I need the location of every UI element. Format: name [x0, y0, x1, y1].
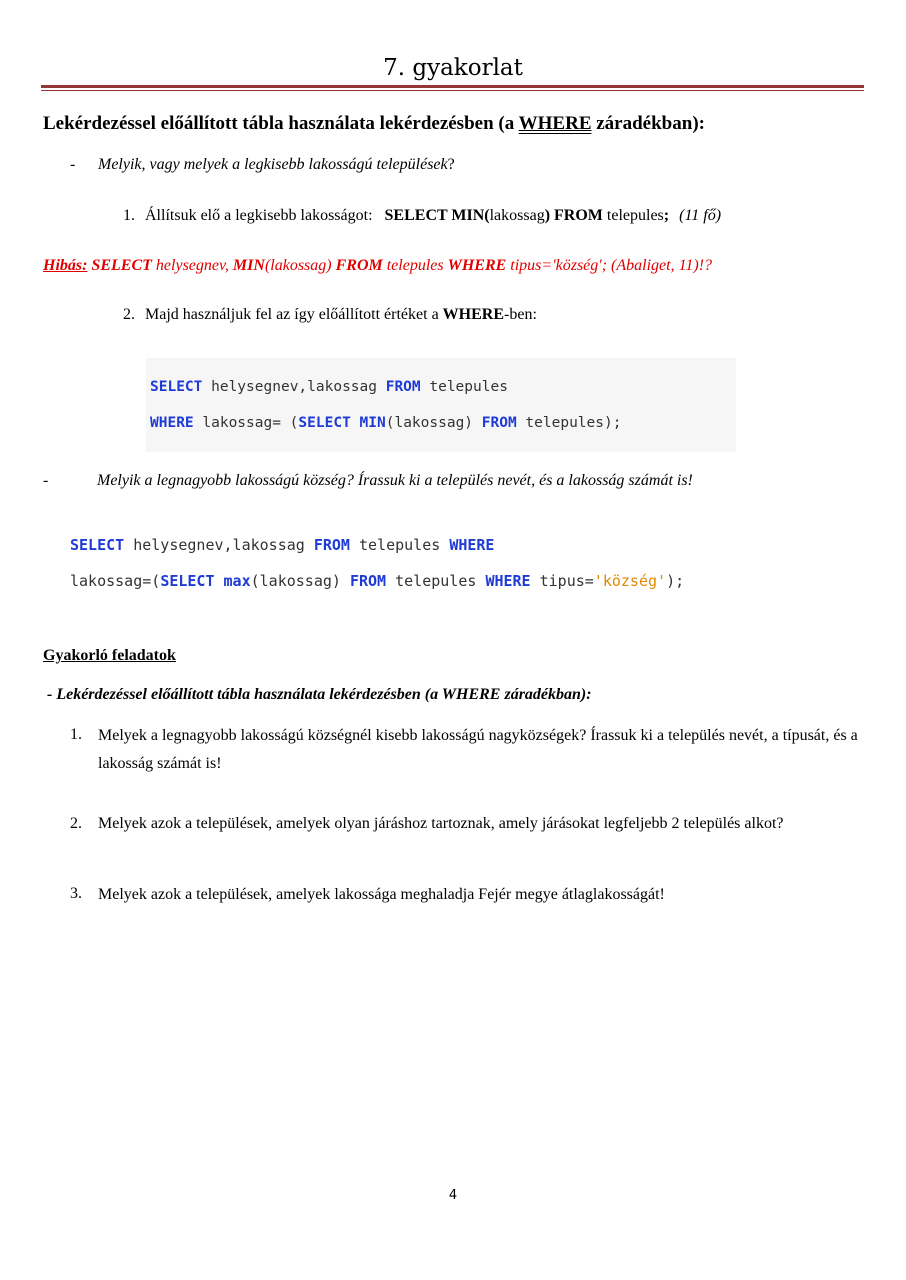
wrong-part-4: tipus='község'; (Abaliget, 11)!? [506, 257, 713, 274]
heading-post: záradékban): [591, 113, 705, 134]
question-2-text: Melyik a legnagyobb lakosságú község? Írassuk ki a település nevét, és a lakosság számát is! [97, 472, 693, 489]
question-1-text: Melyik, vagy melyek a legkisebb lakosságú települések? [98, 156, 455, 173]
wrong-example [43, 257, 712, 275]
step-1-number: 1. [123, 207, 135, 224]
code-2-line-1: SELECT helysegnev,lakossag FROM telepules WHERE [70, 536, 495, 554]
wrong-part-1: helysegnev, [151, 257, 233, 274]
step-1-sql-arg: lakossag [489, 207, 545, 224]
heading-keyword: WHERE [518, 113, 592, 134]
wrong-part-2: (lakossag) [264, 257, 336, 274]
wrong-kw-from: FROM [335, 257, 383, 274]
wrong-part-3: telepules [382, 257, 448, 274]
step-2-text-post: -ben: [504, 306, 537, 323]
step-2-number: 2. [123, 306, 135, 323]
code-1-line-1: SELECT helysegnev,lakossag FROM telepules [150, 379, 508, 395]
task-3-number: 3. [70, 885, 82, 902]
step-1-sql-semicolon: ; [663, 207, 670, 224]
step-2-keyword: WHERE [442, 306, 505, 323]
task-2-text: Melyek azok a települések, amelyek olyan járáshoz tartoznak, amely járásokat legfeljebb 2 település alkot? [98, 815, 784, 832]
wrong-label: Hibás: [43, 257, 88, 274]
page-number: 4 [448, 1188, 458, 1203]
header-rule-thin [41, 90, 864, 91]
task-1-number: 1. [70, 726, 82, 743]
question-2 [43, 472, 693, 490]
task-3-text: Melyek azok a települések, amelyek lakossága meghaladja Fejér megye átlaglakosságát! [98, 886, 665, 903]
practice-title: Gyakorló feladatok [43, 647, 176, 664]
step-1-intro: Állítsuk elő a legkisebb lakosságot: [145, 207, 373, 224]
wrong-kw-select: SELECT [91, 257, 152, 274]
practice-subtitle: - Lekérdezéssel előállított tábla használata lekérdezésben (a WHERE záradékban): [47, 686, 592, 703]
question-1 [70, 156, 455, 174]
header-rule-thick [41, 85, 864, 88]
step-1-sql-kw2: ) FROM [544, 207, 603, 224]
step-2 [123, 306, 537, 324]
step-1 [123, 207, 721, 225]
section-heading [43, 113, 705, 135]
question-1-dash: - [70, 156, 76, 173]
code-2-line-2: lakossag=(SELECT max(lakossag) FROM telepules WHERE tipus='község'); [70, 572, 685, 590]
wrong-kw-where: WHERE [447, 257, 507, 274]
page-header-title: 7. gyakorlat [383, 55, 523, 81]
code-1-line-2: WHERE lakossag= (SELECT MIN(lakossag) FROM telepules); [150, 415, 622, 431]
task-1-text: Melyek a legnagyobb lakosságú községnél kisebb lakosságú nagyközségek? Írassuk ki a település nevét, a típusát, és a lakosság számát is! [98, 727, 858, 772]
code-block-1 [146, 358, 736, 452]
task-2-number: 2. [70, 815, 82, 832]
step-1-note: (11 fő) [679, 207, 722, 224]
step-2-text-pre: Majd használjuk fel az így előállított értéket a [145, 306, 443, 323]
heading-pre: Lekérdezéssel előállított tábla használata lekérdezésben (a [43, 113, 519, 134]
code-block-2 [70, 518, 684, 608]
step-1-sql-kw1: SELECT MIN( [384, 207, 490, 224]
step-1-sql-table: telepules [602, 207, 664, 224]
question-2-dash: - [43, 472, 49, 489]
wrong-kw-min: MIN [232, 257, 265, 274]
